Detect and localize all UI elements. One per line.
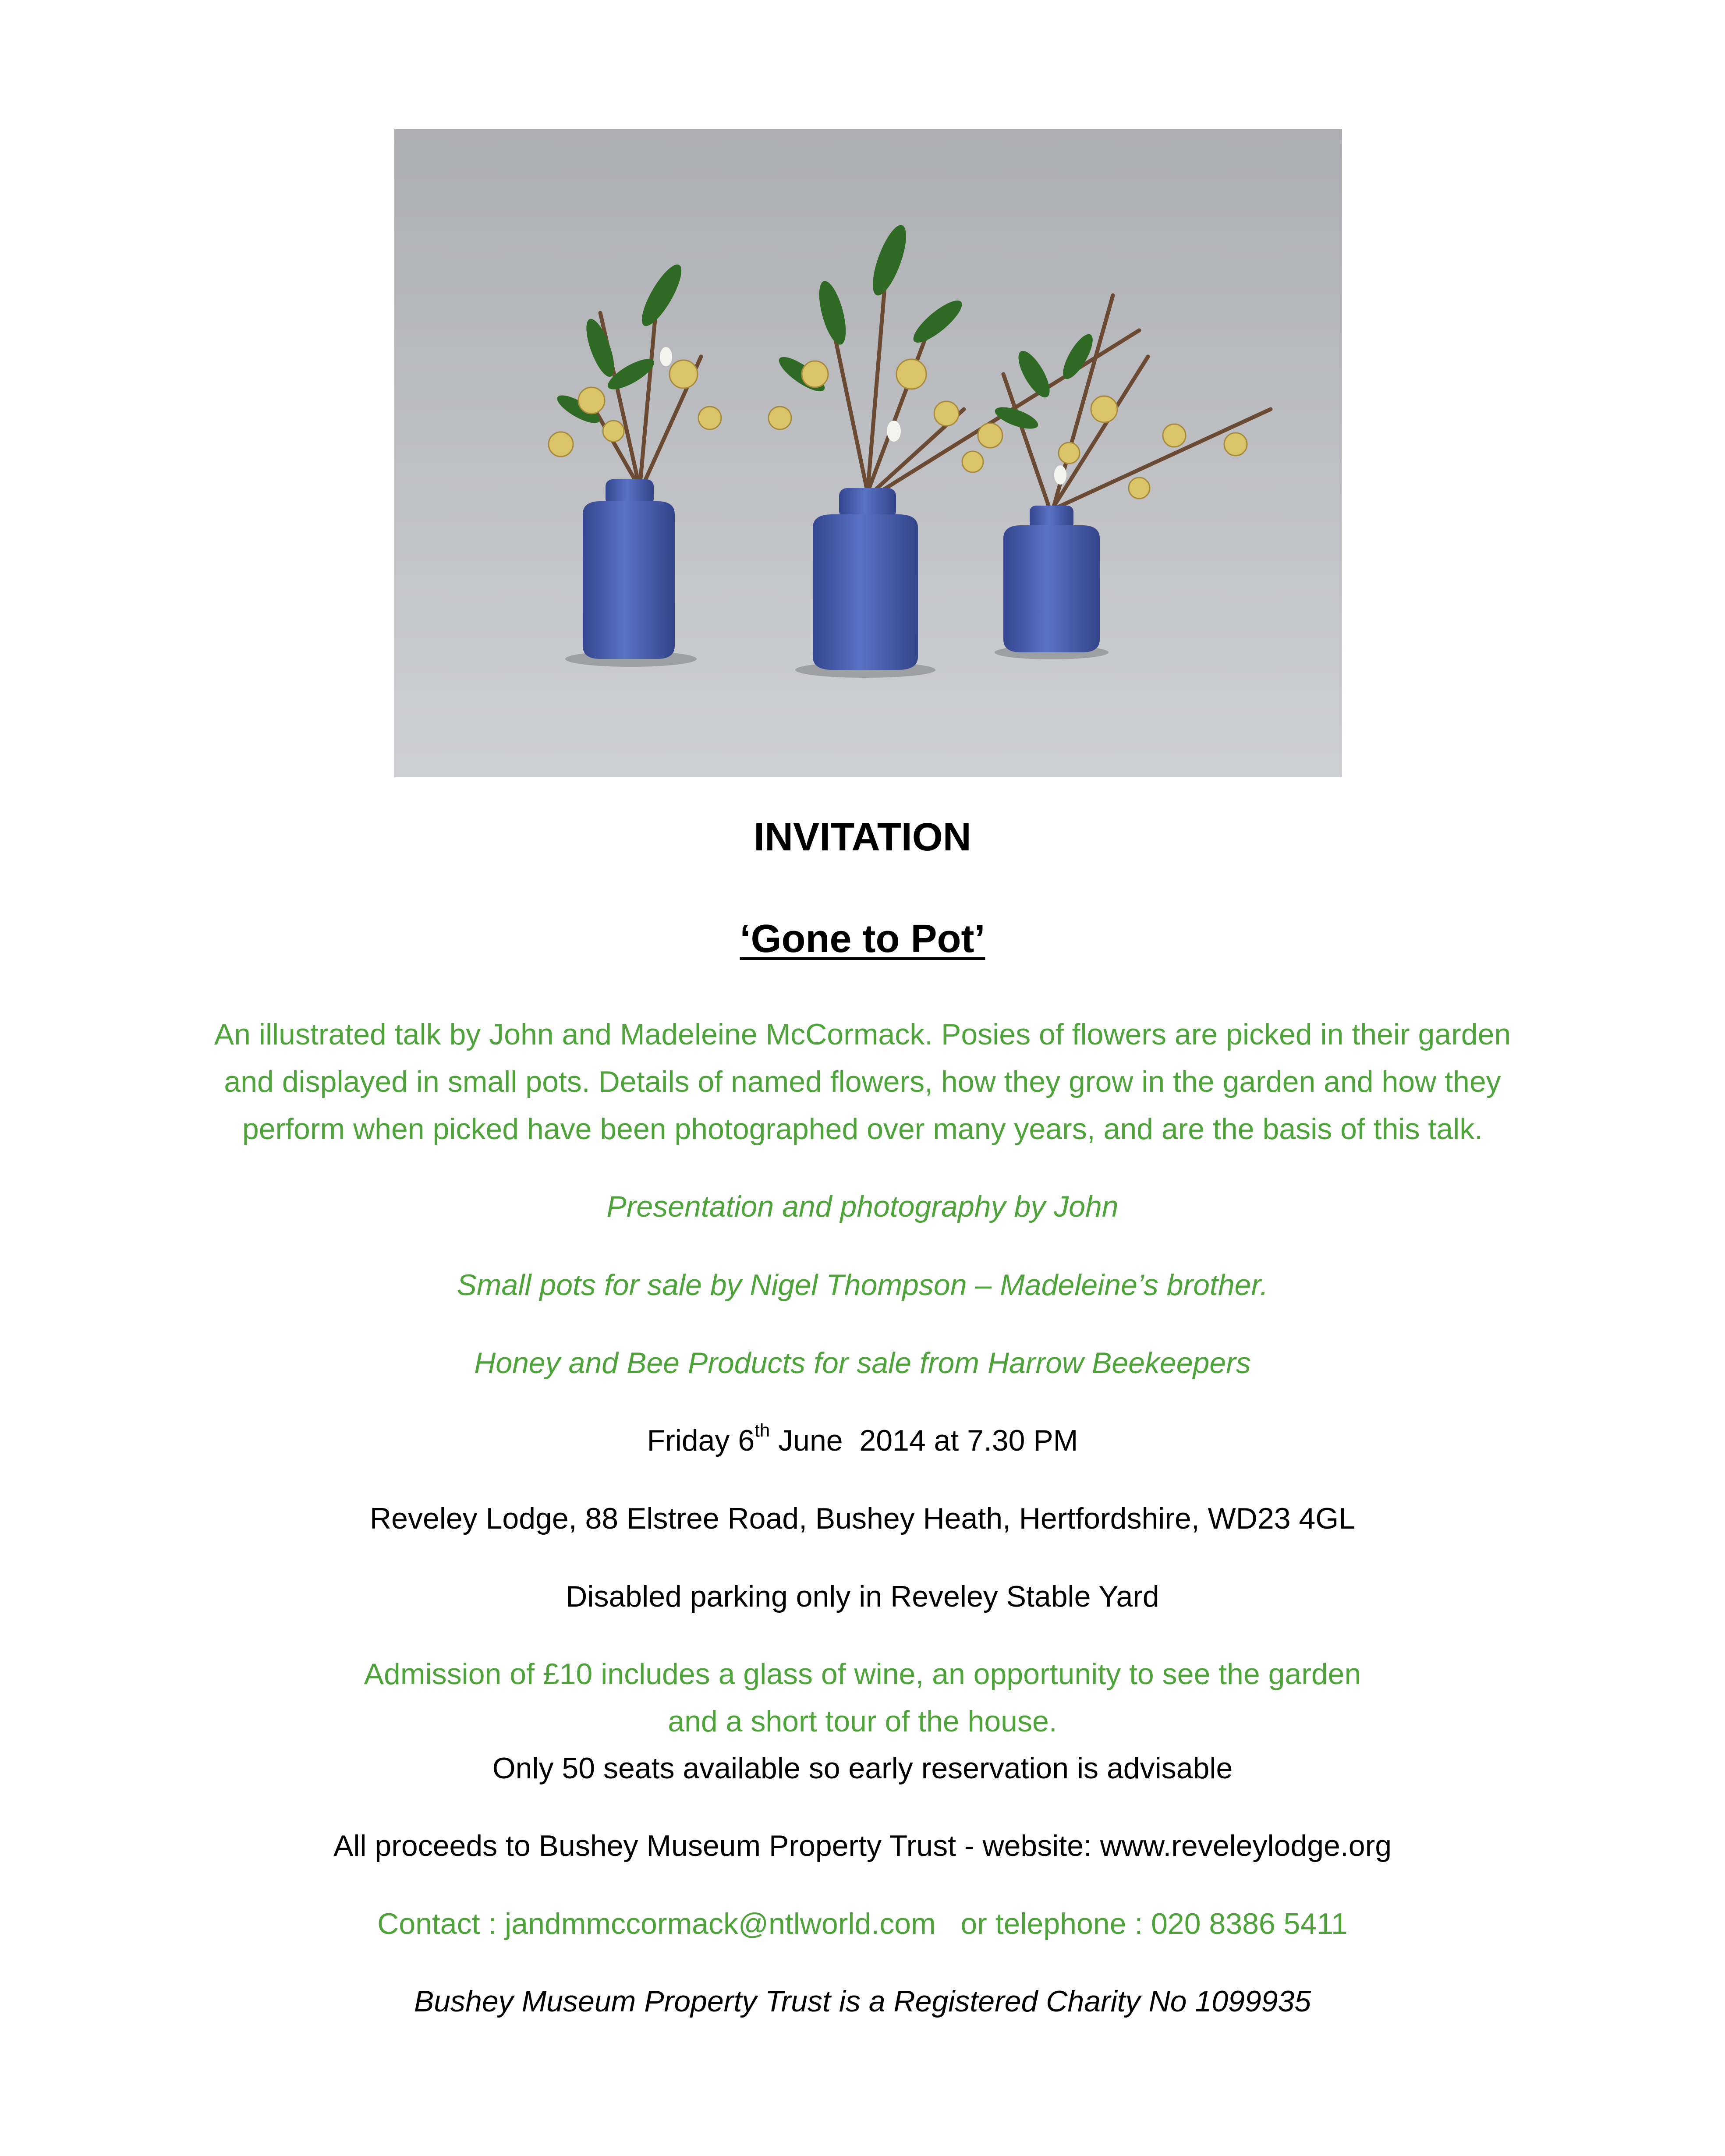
event-date-rest: June 2014 at 7.30 PM — [770, 1424, 1078, 1457]
admission-line-1: Admission of £10 includes a glass of wine, an opportunity to see the garden — [364, 1657, 1361, 1691]
seats-note: Only 50 seats available so early reservation is advisable — [492, 1752, 1233, 1785]
talk-title-text: ‘Gone to Pot’ — [740, 917, 985, 961]
admission-line-2: and a short tour of the house. — [668, 1705, 1057, 1738]
proceeds-note: All proceeds to Bushey Museum Property Trust - website: www.reveleylodge.org — [333, 1829, 1392, 1862]
honey-credit: Honey and Bee Products for sale from Harrow Beekeepers — [474, 1346, 1251, 1380]
contact-info: Contact : jandmmccormack@ntlworld.com or telephone : 020 8386 5411 — [377, 1907, 1348, 1940]
middle-pot — [813, 488, 918, 670]
description-line-1: An illustrated talk by John and Madeleine McCormack. Posies of flowers are picked in their garden — [214, 1018, 1511, 1051]
description-line-3: perform when picked have been photographed over many years, and are the basis of this talk. — [242, 1112, 1483, 1146]
event-venue: Reveley Lodge, 88 Elstree Road, Bushey Heath, Hertfordshire, WD23 4GL — [370, 1502, 1355, 1535]
flower-pots-photo — [394, 129, 1342, 777]
event-date — [0, 1420, 1725, 1458]
presentation-credit: Presentation and photography by John — [606, 1190, 1119, 1223]
page-title: INVITATION — [754, 815, 971, 859]
parking-note: Disabled parking only in Reveley Stable Yard — [566, 1580, 1159, 1613]
charity-note: Bushey Museum Property Trust is a Registered Charity No 1099935 — [414, 1985, 1311, 2018]
right-pot — [1003, 506, 1100, 652]
event-date-ordinal: th — [754, 1420, 770, 1441]
pots-credit: Small pots for sale by Nigel Thompson – Madeleine’s brother. — [457, 1268, 1268, 1302]
description-line-2: and displayed in small pots. Details of named flowers, how they grow in the garden and how they — [224, 1065, 1501, 1098]
talk-title — [0, 915, 1725, 963]
left-pot — [583, 479, 675, 659]
flower-pots-illustration — [394, 129, 1342, 777]
event-date-prefix: Friday 6 — [647, 1424, 755, 1457]
